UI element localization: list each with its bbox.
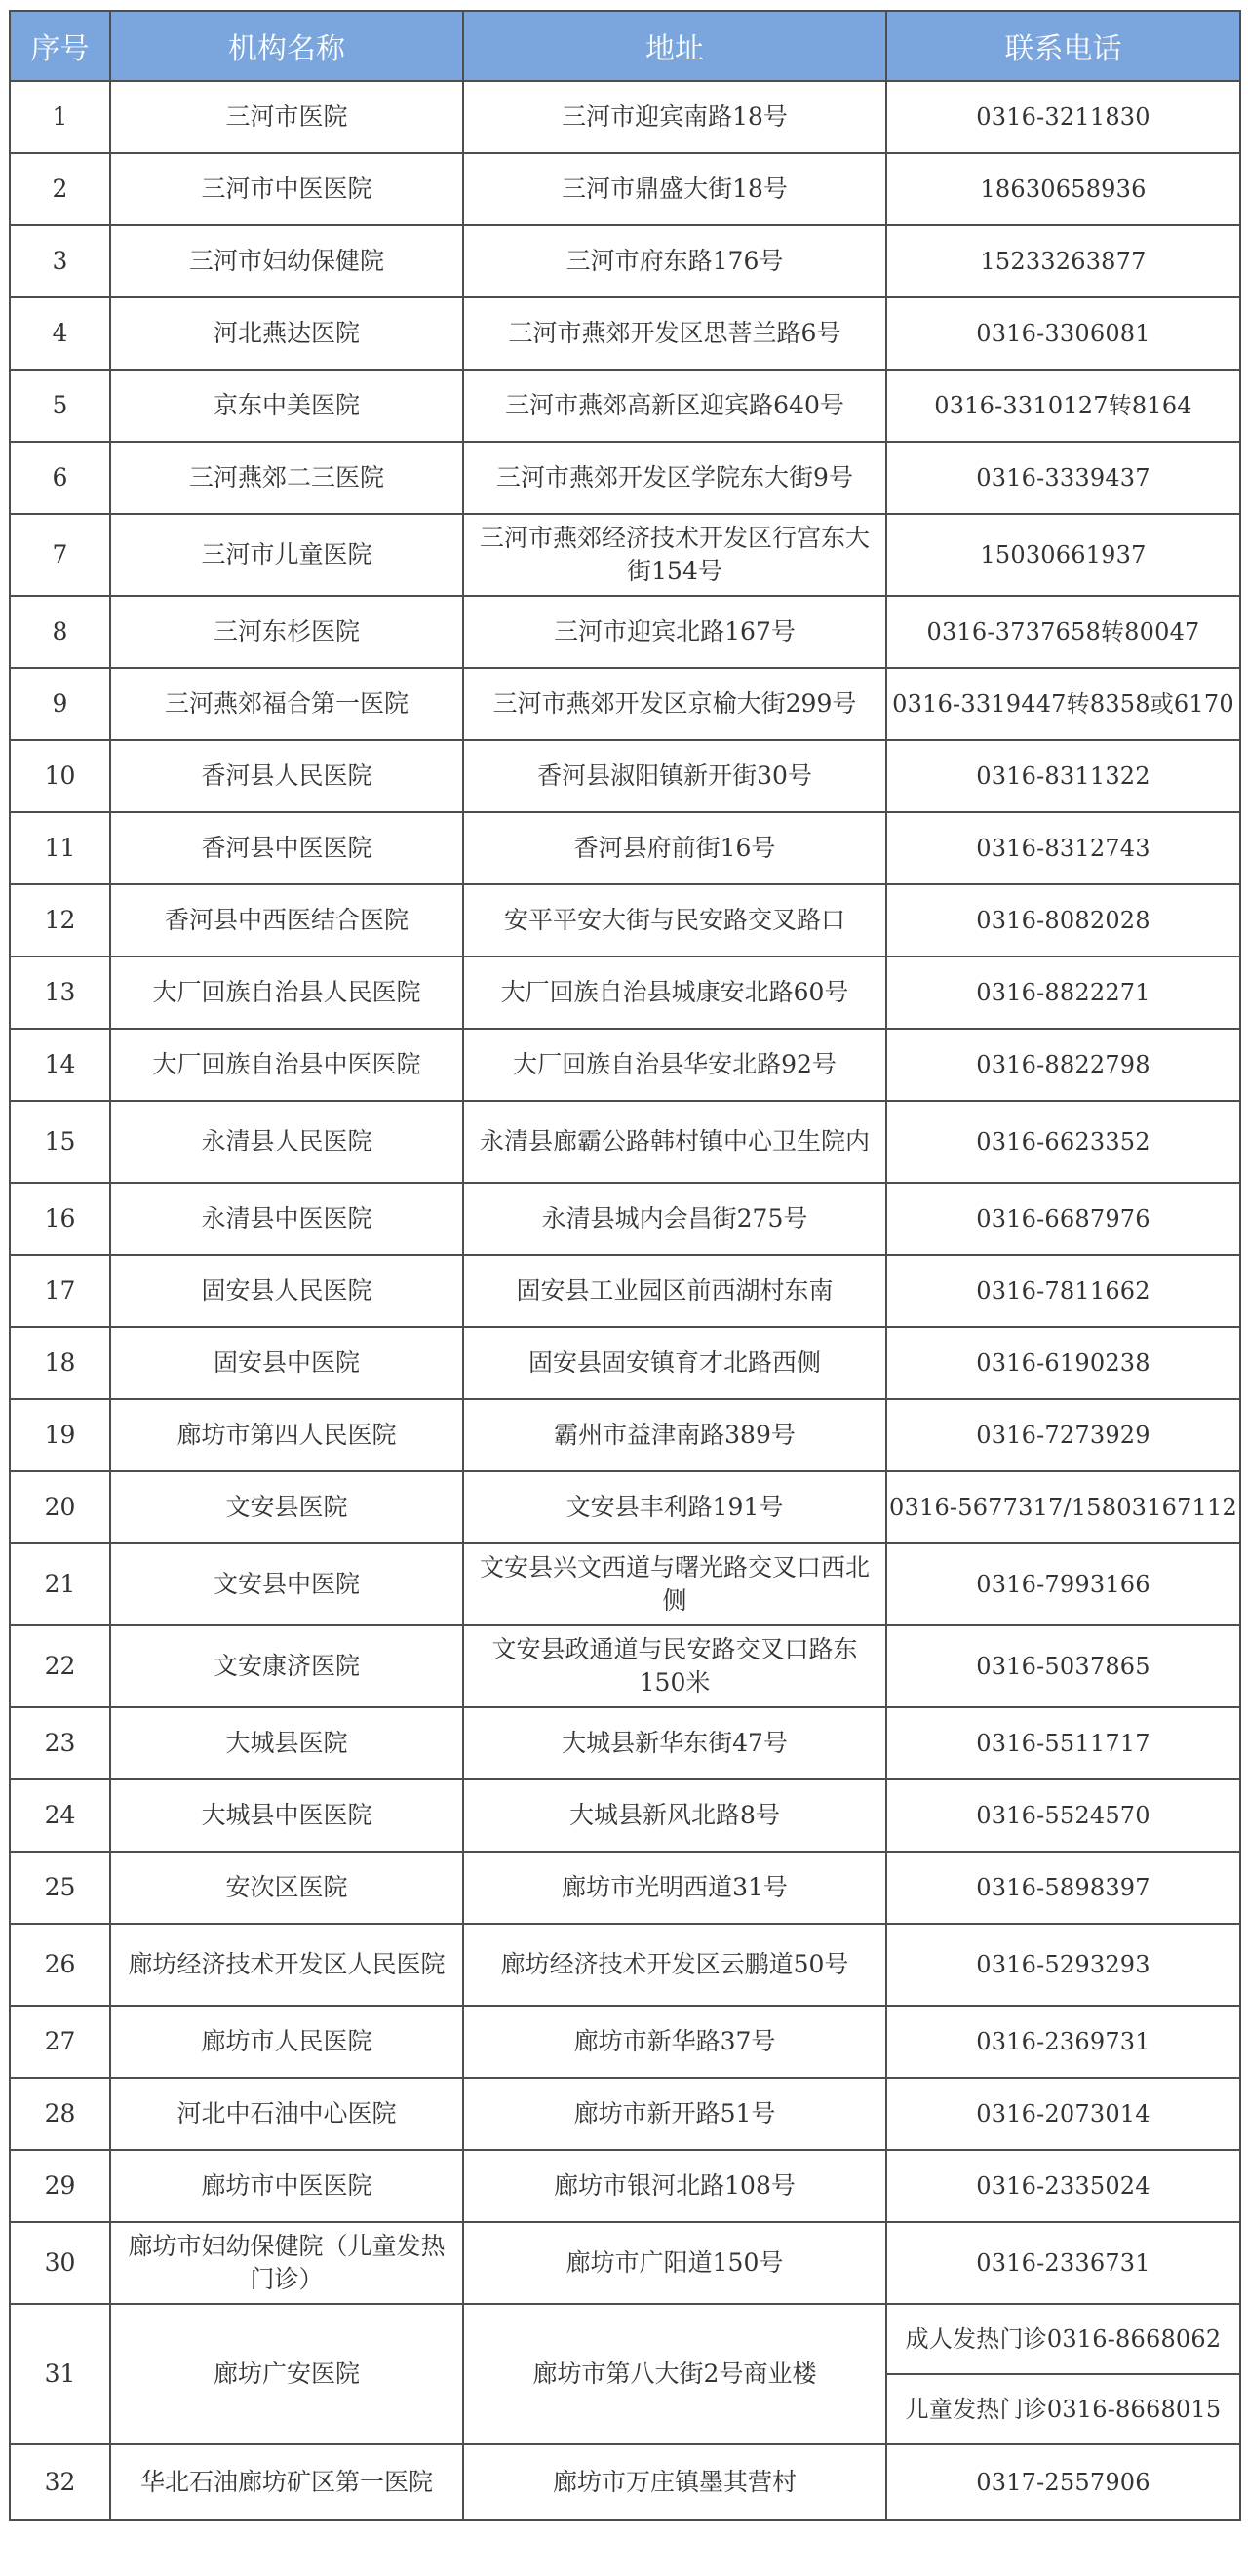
cell-no: 26 — [10, 1924, 110, 2006]
table-row — [10, 740, 1240, 812]
table-row — [10, 297, 1240, 370]
cell-name: 廊坊市人民医院 — [110, 2006, 463, 2078]
cell-phone: 0316-3339437 — [886, 442, 1240, 514]
cell-name: 文安县医院 — [110, 1471, 463, 1543]
cell-no: 20 — [10, 1471, 110, 1543]
cell-no: 19 — [10, 1399, 110, 1471]
cell-address: 文安县政通道与民安路交叉口路东150米 — [463, 1625, 886, 1707]
cell-no: 8 — [10, 596, 110, 668]
cell-name: 廊坊市第四人民医院 — [110, 1399, 463, 1471]
cell-name: 香河县人民医院 — [110, 740, 463, 812]
cell-name: 三河市妇幼保健院 — [110, 225, 463, 297]
cell-no: 16 — [10, 1183, 110, 1255]
cell-name: 廊坊经济技术开发区人民医院 — [110, 1924, 463, 2006]
cell-address: 三河市迎宾北路167号 — [463, 596, 886, 668]
cell-no: 4 — [10, 297, 110, 370]
cell-address: 永清县城内会昌街275号 — [463, 1183, 886, 1255]
cell-phone: 0316-6687976 — [886, 1183, 1240, 1255]
table-row — [10, 668, 1240, 740]
header-no: 序号 — [10, 11, 110, 81]
cell-no: 5 — [10, 370, 110, 442]
cell-address: 三河市燕郊高新区迎宾路640号 — [463, 370, 886, 442]
cell-address: 廊坊市万庄镇墨其营村 — [463, 2444, 886, 2520]
cell-no: 18 — [10, 1327, 110, 1399]
cell-name: 文安县中医院 — [110, 1543, 463, 1625]
cell-no: 11 — [10, 812, 110, 884]
table-row — [10, 812, 1240, 884]
cell-phone: 0316-5898397 — [886, 1852, 1240, 1924]
cell-address: 大城县新华东街47号 — [463, 1707, 886, 1779]
cell-no: 15 — [10, 1101, 110, 1183]
cell-address: 三河市迎宾南路18号 — [463, 81, 886, 153]
cell-address: 廊坊经济技术开发区云鹏道50号 — [463, 1924, 886, 2006]
cell-phone: 0316-2369731 — [886, 2006, 1240, 2078]
table-row — [10, 2444, 1240, 2520]
cell-no: 29 — [10, 2150, 110, 2222]
cell-phone: 0316-2335024 — [886, 2150, 1240, 2222]
cell-name: 廊坊市中医医院 — [110, 2150, 463, 2222]
cell-name: 固安县中医院 — [110, 1327, 463, 1399]
cell-no: 22 — [10, 1625, 110, 1707]
cell-phone: 0316-3310127转8164 — [886, 370, 1240, 442]
table-row — [10, 1471, 1240, 1543]
table-header-row — [10, 11, 1240, 81]
table-body — [10, 81, 1240, 2520]
cell-name: 京东中美医院 — [110, 370, 463, 442]
cell-no: 25 — [10, 1852, 110, 1924]
cell-address: 廊坊市广阳道150号 — [463, 2222, 886, 2304]
cell-address: 香河县淑阳镇新开街30号 — [463, 740, 886, 812]
cell-address: 三河市燕郊开发区思菩兰路6号 — [463, 297, 886, 370]
cell-no: 9 — [10, 668, 110, 740]
cell-name: 大城县中医医院 — [110, 1779, 463, 1852]
cell-phone: 成人发热门诊0316-8668062 — [886, 2304, 1240, 2374]
cell-phone: 0316-6623352 — [886, 1101, 1240, 1183]
hospital-table-container — [9, 10, 1239, 2521]
table-row — [10, 2304, 1240, 2374]
cell-no: 6 — [10, 442, 110, 514]
cell-name: 华北石油廊坊矿区第一医院 — [110, 2444, 463, 2520]
cell-name: 大厂回族自治县人民医院 — [110, 956, 463, 1029]
cell-phone: 0316-5677317/15803167112 — [886, 1471, 1240, 1543]
cell-phone: 0316-3306081 — [886, 297, 1240, 370]
table-row — [10, 1399, 1240, 1471]
table-row — [10, 2222, 1240, 2304]
cell-phone: 0316-3319447转8358或6170 — [886, 668, 1240, 740]
header-address: 地址 — [463, 11, 886, 81]
cell-phone: 15233263877 — [886, 225, 1240, 297]
cell-name: 大城县医院 — [110, 1707, 463, 1779]
cell-phone: 0317-2557906 — [886, 2444, 1240, 2520]
cell-no: 21 — [10, 1543, 110, 1625]
cell-name: 三河市儿童医院 — [110, 514, 463, 596]
table-row — [10, 1183, 1240, 1255]
table-row — [10, 2078, 1240, 2150]
cell-address: 香河县府前街16号 — [463, 812, 886, 884]
cell-name: 三河燕郊二三医院 — [110, 442, 463, 514]
cell-no: 23 — [10, 1707, 110, 1779]
cell-address: 三河市府东路176号 — [463, 225, 886, 297]
header-phone: 联系电话 — [886, 11, 1240, 81]
cell-address: 廊坊市银河北路108号 — [463, 2150, 886, 2222]
table-row — [10, 1707, 1240, 1779]
cell-name: 固安县人民医院 — [110, 1255, 463, 1327]
table-row — [10, 225, 1240, 297]
cell-address: 文安县丰利路191号 — [463, 1471, 886, 1543]
cell-no: 1 — [10, 81, 110, 153]
cell-name: 三河东杉医院 — [110, 596, 463, 668]
cell-no: 30 — [10, 2222, 110, 2304]
cell-name: 永清县人民医院 — [110, 1101, 463, 1183]
cell-phone: 0316-8822798 — [886, 1029, 1240, 1101]
table-row — [10, 442, 1240, 514]
cell-name: 永清县中医医院 — [110, 1183, 463, 1255]
cell-phone: 0316-7273929 — [886, 1399, 1240, 1471]
table-row — [10, 370, 1240, 442]
cell-address: 大厂回族自治县华安北路92号 — [463, 1029, 886, 1101]
cell-name: 安次区医院 — [110, 1852, 463, 1924]
table-row — [10, 1327, 1240, 1399]
cell-phone: 0316-7811662 — [886, 1255, 1240, 1327]
cell-name: 河北燕达医院 — [110, 297, 463, 370]
cell-no: 3 — [10, 225, 110, 297]
table-row — [10, 2150, 1240, 2222]
table-row — [10, 514, 1240, 596]
cell-phone: 0316-5524570 — [886, 1779, 1240, 1852]
cell-address: 固安县工业园区前西湖村东南 — [463, 1255, 886, 1327]
cell-address: 三河市燕郊经济技术开发区行宫东大街154号 — [463, 514, 886, 596]
cell-name: 廊坊广安医院 — [110, 2304, 463, 2444]
cell-address: 大厂回族自治县城康安北路60号 — [463, 956, 886, 1029]
cell-address: 三河市燕郊开发区京榆大街299号 — [463, 668, 886, 740]
hospital-table — [9, 10, 1241, 2521]
cell-phone: 15030661937 — [886, 514, 1240, 596]
cell-no: 28 — [10, 2078, 110, 2150]
cell-address: 廊坊市新开路51号 — [463, 2078, 886, 2150]
table-row — [10, 1255, 1240, 1327]
cell-address: 廊坊市第八大街2号商业楼 — [463, 2304, 886, 2444]
table-row — [10, 596, 1240, 668]
cell-address: 固安县固安镇育才北路西侧 — [463, 1327, 886, 1399]
table-row — [10, 884, 1240, 956]
cell-address: 霸州市益津南路389号 — [463, 1399, 886, 1471]
table-row — [10, 1924, 1240, 2006]
cell-name: 大厂回族自治县中医医院 — [110, 1029, 463, 1101]
cell-address: 廊坊市新华路37号 — [463, 2006, 886, 2078]
cell-address: 廊坊市光明西道31号 — [463, 1852, 886, 1924]
cell-address: 三河市鼎盛大街18号 — [463, 153, 886, 225]
cell-address: 文安县兴文西道与曙光路交叉口西北侧 — [463, 1543, 886, 1625]
cell-name: 三河市医院 — [110, 81, 463, 153]
cell-address: 大城县新风北路8号 — [463, 1779, 886, 1852]
cell-no: 31 — [10, 2304, 110, 2444]
cell-address: 永清县廊霸公路韩村镇中心卫生院内 — [463, 1101, 886, 1183]
cell-phone: 0316-3211830 — [886, 81, 1240, 153]
cell-no: 27 — [10, 2006, 110, 2078]
cell-phone: 0316-5293293 — [886, 1924, 1240, 2006]
cell-address: 三河市燕郊开发区学院东大街9号 — [463, 442, 886, 514]
table-row — [10, 1625, 1240, 1707]
cell-no: 17 — [10, 1255, 110, 1327]
table-row — [10, 1779, 1240, 1852]
cell-phone: 0316-2336731 — [886, 2222, 1240, 2304]
cell-no: 24 — [10, 1779, 110, 1852]
table-row — [10, 956, 1240, 1029]
cell-phone: 0316-5511717 — [886, 1707, 1240, 1779]
cell-phone: 0316-3737658转80047 — [886, 596, 1240, 668]
cell-phone: 18630658936 — [886, 153, 1240, 225]
cell-phone: 0316-5037865 — [886, 1625, 1240, 1707]
cell-phone: 0316-8311322 — [886, 740, 1240, 812]
table-row — [10, 153, 1240, 225]
cell-name: 廊坊市妇幼保健院（儿童发热门诊） — [110, 2222, 463, 2304]
cell-no: 13 — [10, 956, 110, 1029]
cell-phone: 0316-6190238 — [886, 1327, 1240, 1399]
cell-phone: 0316-8822271 — [886, 956, 1240, 1029]
cell-phone: 0316-7993166 — [886, 1543, 1240, 1625]
cell-name: 三河市中医医院 — [110, 153, 463, 225]
table-row — [10, 1543, 1240, 1625]
cell-name: 香河县中西医结合医院 — [110, 884, 463, 956]
cell-phone: 0316-8312743 — [886, 812, 1240, 884]
cell-name: 文安康济医院 — [110, 1625, 463, 1707]
cell-no: 14 — [10, 1029, 110, 1101]
table-row — [10, 1852, 1240, 1924]
table-row — [10, 2006, 1240, 2078]
table-row — [10, 1101, 1240, 1183]
cell-no: 12 — [10, 884, 110, 956]
table-row — [10, 81, 1240, 153]
cell-phone-2: 儿童发热门诊0316-8668015 — [886, 2374, 1240, 2444]
cell-no: 7 — [10, 514, 110, 596]
cell-phone: 0316-2073014 — [886, 2078, 1240, 2150]
cell-name: 三河燕郊福合第一医院 — [110, 668, 463, 740]
cell-no: 10 — [10, 740, 110, 812]
table-row — [10, 1029, 1240, 1101]
cell-name: 河北中石油中心医院 — [110, 2078, 463, 2150]
cell-address: 安平平安大街与民安路交叉路口 — [463, 884, 886, 956]
header-name: 机构名称 — [110, 11, 463, 81]
cell-phone: 0316-8082028 — [886, 884, 1240, 956]
cell-no: 32 — [10, 2444, 110, 2520]
cell-name: 香河县中医医院 — [110, 812, 463, 884]
cell-no: 2 — [10, 153, 110, 225]
